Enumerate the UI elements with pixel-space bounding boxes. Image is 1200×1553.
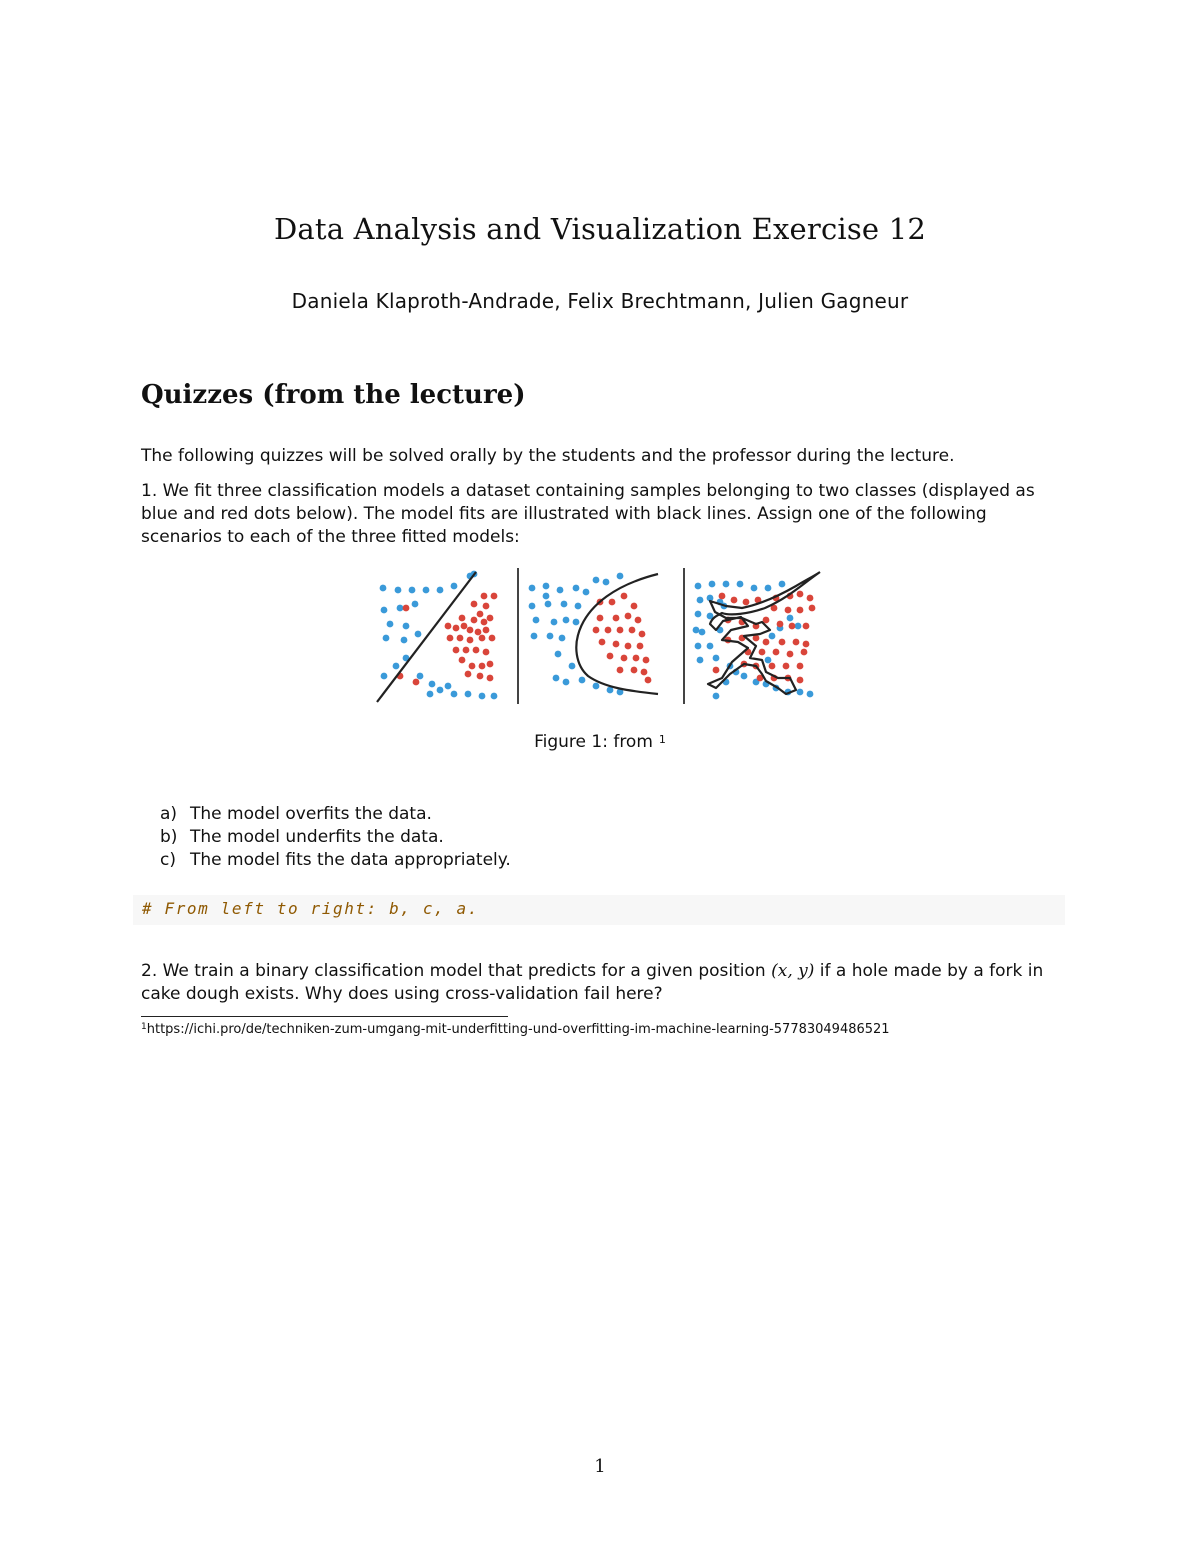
red-point — [713, 667, 720, 674]
blue-point — [779, 581, 786, 588]
red-point — [453, 647, 460, 654]
option-label: c) — [160, 850, 176, 870]
option-c — [160, 849, 511, 872]
blue-point — [593, 577, 600, 584]
red-point — [633, 655, 640, 662]
red-point — [491, 593, 498, 600]
blue-point — [465, 691, 472, 698]
blue-point — [491, 693, 498, 700]
blue-point — [583, 589, 590, 596]
blue-point — [437, 687, 444, 694]
blue-point — [603, 579, 610, 586]
red-point — [593, 627, 600, 634]
blue-point — [383, 635, 390, 642]
red-point — [639, 631, 646, 638]
red-point — [759, 649, 766, 656]
blue-point — [397, 605, 404, 612]
panel-3-fit-curve — [708, 572, 820, 694]
blue-point — [563, 617, 570, 624]
blue-point — [555, 651, 562, 658]
blue-point — [561, 601, 568, 608]
blue-point — [393, 663, 400, 670]
red-point — [777, 621, 784, 628]
blue-point — [551, 619, 558, 626]
red-point — [461, 623, 468, 630]
red-point — [471, 617, 478, 624]
blue-point — [579, 677, 586, 684]
figure-caption — [0, 732, 1200, 752]
red-point — [471, 601, 478, 608]
red-point — [475, 629, 482, 636]
red-point — [621, 655, 628, 662]
red-point — [763, 639, 770, 646]
red-point — [807, 595, 814, 602]
blue-point — [417, 673, 424, 680]
blue-point — [557, 587, 564, 594]
blue-point — [429, 681, 436, 688]
red-point — [479, 663, 486, 670]
red-point — [487, 661, 494, 668]
blue-point — [543, 583, 550, 590]
blue-point — [693, 627, 700, 634]
option-text: The model fits the data appropriately. — [190, 850, 511, 870]
blue-point — [709, 581, 716, 588]
option-label: b) — [160, 827, 178, 847]
blue-point — [617, 573, 624, 580]
red-point — [625, 613, 632, 620]
blue-point — [575, 603, 582, 610]
red-point — [789, 623, 796, 630]
answer-options — [160, 803, 511, 872]
red-point — [447, 635, 454, 642]
blue-point — [559, 635, 566, 642]
blue-point — [381, 673, 388, 680]
question-2-text-start: 2. We train a binary classification model that predicts for a given position — [141, 961, 772, 981]
blue-point — [381, 607, 388, 614]
red-point — [473, 647, 480, 654]
page-number: 1 — [594, 1456, 606, 1477]
blue-point — [569, 663, 576, 670]
red-point — [459, 615, 466, 622]
red-point — [459, 657, 466, 664]
red-point — [599, 639, 606, 646]
panel-2-red-points — [593, 593, 652, 684]
option-b — [160, 826, 511, 849]
red-point — [457, 635, 464, 642]
option-text: The model underfits the data. — [190, 827, 444, 847]
blue-point — [531, 633, 538, 640]
option-a — [160, 803, 511, 826]
blue-point — [807, 691, 814, 698]
red-point — [731, 597, 738, 604]
blue-point — [415, 631, 422, 638]
blue-point — [427, 691, 434, 698]
red-point — [797, 607, 804, 614]
red-point — [477, 611, 484, 618]
red-point — [609, 599, 616, 606]
red-point — [809, 605, 816, 612]
red-point — [413, 679, 420, 686]
blue-point — [395, 587, 402, 594]
blue-point — [529, 585, 536, 592]
question-2 — [141, 960, 1061, 1006]
panel-1-blue-points — [380, 571, 498, 700]
red-point — [769, 663, 776, 670]
red-point — [779, 639, 786, 646]
red-point — [467, 637, 474, 644]
blue-point — [451, 691, 458, 698]
blue-point — [412, 601, 419, 608]
blue-point — [695, 583, 702, 590]
red-point — [483, 603, 490, 610]
red-point — [797, 677, 804, 684]
blue-point — [451, 583, 458, 590]
blue-point — [543, 593, 550, 600]
intro-paragraph: The following quizzes will be solved orally by the students and the professor during the lecture. — [141, 446, 955, 466]
red-point — [631, 603, 638, 610]
section-heading: Quizzes (from the lecture) — [141, 380, 526, 410]
red-point — [641, 669, 648, 676]
red-point — [483, 627, 490, 634]
blue-point — [723, 581, 730, 588]
blue-point — [769, 633, 776, 640]
blue-point — [707, 643, 714, 650]
red-point — [801, 649, 808, 656]
red-point — [797, 591, 804, 598]
red-point — [773, 649, 780, 656]
blue-point — [797, 689, 804, 696]
red-point — [631, 667, 638, 674]
position-math: (x, y) — [771, 961, 815, 981]
blue-point — [695, 611, 702, 618]
panel-underfit — [377, 571, 497, 702]
blue-point — [697, 597, 704, 604]
red-point — [481, 619, 488, 626]
question-2-text-end: if a hole made by a fork in cake dough exists. Why does using cross-validation fail here? — [141, 961, 1044, 1004]
red-point — [607, 653, 614, 660]
blue-point — [751, 585, 758, 592]
blue-point — [713, 655, 720, 662]
blue-point — [737, 581, 744, 588]
red-point — [643, 657, 650, 664]
blue-point — [563, 679, 570, 686]
question-1: 1. We fit three classification models a dataset containing samples belonging to two classes (displayed as blue and red dots below). The model fits are illustrated with black lines. Assign one of the following scenarios to each of the three fitted models: — [141, 481, 1035, 547]
red-point — [597, 615, 604, 622]
red-point — [625, 643, 632, 650]
red-point — [787, 651, 794, 658]
blue-point — [787, 615, 794, 622]
red-point — [613, 615, 620, 622]
red-point — [629, 627, 636, 634]
blue-point — [545, 601, 552, 608]
blue-point — [547, 633, 554, 640]
blue-point — [437, 587, 444, 594]
footnote-url: https://ichi.pro/de/techniken-zum-umgang-mit-underfitting-und-overfitting-im-machine-learning-57783049486521 — [146, 1022, 890, 1037]
red-point — [803, 641, 810, 648]
panel-good-fit — [529, 573, 658, 696]
caption-footnote-mark: 1 — [658, 733, 666, 746]
blue-point — [697, 657, 704, 664]
red-point — [635, 617, 642, 624]
red-point — [617, 667, 624, 674]
red-point — [719, 593, 726, 600]
red-point — [783, 663, 790, 670]
authors: Daniela Klaproth-Andrade, Felix Brechtmann, Julien Gagneur — [291, 289, 909, 313]
red-point — [481, 593, 488, 600]
blue-point — [445, 683, 452, 690]
red-point — [469, 663, 476, 670]
red-point — [465, 671, 472, 678]
red-point — [463, 647, 470, 654]
red-point — [487, 675, 494, 682]
blue-point — [403, 623, 410, 630]
footnote-mark: 1 — [141, 1022, 147, 1032]
code-comment: # From left to right: b, c, a. — [142, 899, 479, 918]
red-point — [487, 615, 494, 622]
option-label: a) — [160, 804, 178, 824]
classification-figure — [370, 566, 840, 711]
red-point — [489, 635, 496, 642]
blue-point — [695, 643, 702, 650]
blue-point — [423, 587, 430, 594]
blue-point — [699, 629, 706, 636]
blue-point — [795, 623, 802, 630]
blue-point — [479, 693, 486, 700]
blue-point — [533, 617, 540, 624]
red-point — [743, 599, 750, 606]
red-point — [785, 607, 792, 614]
red-point — [637, 643, 644, 650]
red-point — [467, 627, 474, 634]
red-point — [403, 605, 410, 612]
blue-point — [409, 587, 416, 594]
blue-point — [765, 585, 772, 592]
blue-point — [765, 657, 772, 664]
blue-point — [380, 585, 387, 592]
red-point — [479, 635, 486, 642]
blue-point — [529, 603, 536, 610]
blue-point — [553, 675, 560, 682]
option-text: The model overfits the data. — [190, 804, 432, 824]
blue-point — [387, 621, 394, 628]
red-point — [445, 623, 452, 630]
footnote — [141, 1022, 890, 1037]
blue-point — [573, 585, 580, 592]
red-point — [803, 623, 810, 630]
panel-2-blue-points — [529, 573, 624, 696]
red-point — [621, 593, 628, 600]
red-point — [613, 641, 620, 648]
red-point — [793, 639, 800, 646]
panel-overfit — [693, 572, 820, 699]
blue-point — [713, 693, 720, 700]
red-point — [645, 677, 652, 684]
red-point — [617, 627, 624, 634]
red-point — [605, 627, 612, 634]
red-point — [477, 673, 484, 680]
panel-1-red-points — [397, 593, 498, 686]
caption-text: Figure 1: from — [534, 732, 653, 752]
blue-point — [741, 673, 748, 680]
blue-point — [573, 619, 580, 626]
red-point — [797, 663, 804, 670]
red-point — [483, 649, 490, 656]
blue-point — [593, 683, 600, 690]
document-title: Data Analysis and Visualization Exercise 12 — [273, 212, 927, 246]
blue-point — [401, 637, 408, 644]
footnote-divider — [141, 1016, 508, 1017]
red-point — [453, 625, 460, 632]
